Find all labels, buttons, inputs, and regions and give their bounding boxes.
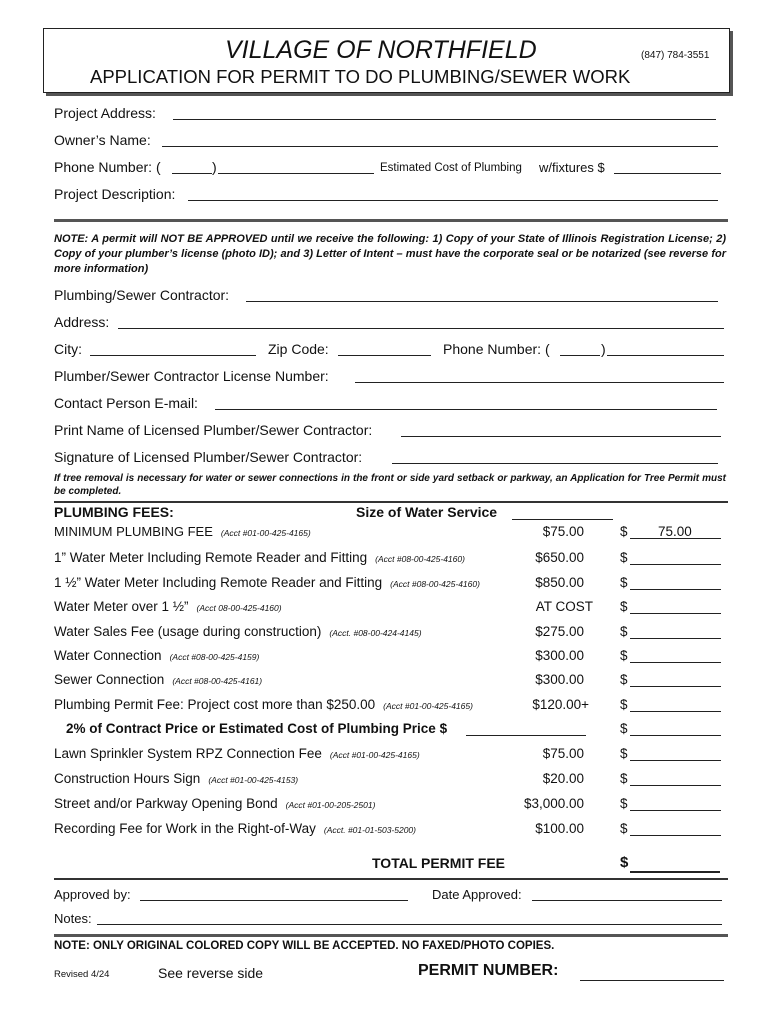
- fee-dollar-sign: $: [620, 771, 628, 786]
- section-divider: [54, 219, 728, 222]
- notes-field[interactable]: [97, 924, 722, 925]
- approval-divider: [54, 878, 728, 880]
- fee-price: $75.00: [542, 524, 584, 539]
- fee-amount-field[interactable]: [630, 626, 721, 639]
- print-name-label: Print Name of Licensed Plumber/Sewer Contractor:: [54, 422, 373, 438]
- fee-amount-field[interactable]: [630, 650, 721, 663]
- percent-fee-label: 2% of Contract Price or Estimated Cost of Plumbing Price $: [66, 721, 448, 736]
- fee-row-label: [54, 796, 375, 811]
- fee-amount-field[interactable]: [630, 552, 721, 565]
- fee-dollar-sign: $: [620, 550, 628, 565]
- contractor-phone-field[interactable]: [607, 355, 724, 356]
- license-label: Plumber/Sewer Contractor License Number:: [54, 368, 329, 384]
- zip-field[interactable]: [338, 355, 431, 356]
- fee-price: $850.00: [535, 575, 584, 590]
- signature-field[interactable]: [392, 463, 718, 464]
- fee-row-label: [54, 672, 262, 687]
- project-description-label: Project Description:: [54, 186, 176, 202]
- permit-number-label: PERMIT NUMBER:: [418, 962, 559, 979]
- fee-amount-field[interactable]: [630, 577, 721, 590]
- fee-price: $75.00: [542, 746, 584, 761]
- page-title: VILLAGE OF NORTHFIELD: [225, 36, 537, 64]
- fee-row-label: [54, 821, 416, 836]
- owner-name-field[interactable]: [162, 146, 718, 147]
- fee-price: $3,000.00: [523, 796, 584, 811]
- percent-fee-field[interactable]: [466, 735, 586, 736]
- total-dollar-sign: $: [620, 854, 629, 871]
- page-subtitle: APPLICATION FOR PERMIT TO DO PLUMBING/SEWER WORK: [90, 66, 631, 87]
- fee-account-number: (Acct #01-00-205-2501): [285, 800, 376, 810]
- fee-label-text: 1” Water Meter Including Remote Reader and Fitting: [54, 550, 368, 565]
- fee-row-label: [54, 550, 465, 565]
- fee-amount-field[interactable]: [630, 674, 721, 687]
- city-field[interactable]: [90, 355, 256, 356]
- fee-price: $650.00: [535, 550, 584, 565]
- date-approved-field[interactable]: [532, 900, 722, 901]
- fee-price: $275.00: [535, 624, 584, 639]
- fee-dollar-sign: $: [620, 672, 628, 687]
- fee-price: $120.00+: [532, 697, 589, 712]
- estimated-cost-label: Estimated Cost of Plumbing: [380, 162, 522, 174]
- fee-dollar-sign: $: [620, 524, 628, 539]
- fee-dollar-sign: $: [620, 796, 628, 811]
- owner-phone-close: ): [212, 159, 217, 175]
- contractor-label: Plumbing/Sewer Contractor:: [54, 287, 230, 303]
- fee-label-text: Plumbing Permit Fee: Project cost more than $250.00: [54, 697, 376, 712]
- estimated-cost-field[interactable]: [614, 173, 721, 174]
- percent-amount-field[interactable]: [630, 723, 721, 736]
- fee-amount-field[interactable]: [630, 601, 721, 614]
- fixtures-label: w/fixtures $: [539, 160, 605, 175]
- fee-price: $100.00: [535, 821, 584, 836]
- total-amount-field[interactable]: [630, 871, 720, 873]
- fee-row-label: [54, 771, 298, 786]
- signature-label: Signature of Licensed Plumber/Sewer Contractor:: [54, 449, 363, 465]
- fee-dollar-sign: $: [620, 648, 628, 663]
- fee-amount-value: 75.00: [658, 524, 692, 539]
- contractor-phone-close: ): [601, 341, 606, 357]
- fee-account-number: (Acct #01-00-425-4165): [383, 701, 473, 711]
- project-address-field[interactable]: [173, 119, 716, 120]
- fee-row-label: [54, 624, 422, 639]
- date-approved-label: Date Approved:: [432, 887, 522, 902]
- fee-account-number: (Acct #01-00-425-4165): [220, 528, 311, 538]
- fee-row-label: [54, 648, 259, 663]
- approved-by-label: Approved by:: [54, 887, 131, 902]
- footer-note: NOTE: ONLY ORIGINAL COLORED COPY WILL BE ACCEPTED. NO FAXED/PHOTO COPIES.: [54, 940, 555, 952]
- contractor-phone-area-field[interactable]: [560, 355, 600, 356]
- fee-account-number: (Acct #01-00-425-4165): [329, 750, 420, 760]
- fee-amount-field[interactable]: [630, 823, 721, 836]
- percent-dollar-sign: $: [620, 721, 628, 736]
- fee-dollar-sign: $: [620, 746, 628, 761]
- project-description-field[interactable]: [188, 200, 718, 201]
- fee-amount-field[interactable]: [630, 798, 721, 811]
- contractor-phone-label: Phone Number: (: [443, 341, 550, 357]
- water-service-size-field[interactable]: [512, 519, 613, 520]
- contractor-field[interactable]: [246, 301, 718, 302]
- fee-amount-field[interactable]: [630, 526, 721, 539]
- zip-label: Zip Code:: [268, 341, 329, 357]
- fee-price: $20.00: [542, 771, 584, 786]
- fee-account-number: (Acct #08-00-425-4159): [169, 652, 260, 662]
- fee-account-number: (Acct 08-00-425-4160): [196, 603, 282, 613]
- fee-amount-field[interactable]: [630, 773, 721, 786]
- see-reverse-side: See reverse side: [158, 965, 264, 981]
- fee-price: AT COST: [535, 599, 593, 614]
- approved-by-field[interactable]: [140, 900, 408, 901]
- fee-label-text: Recording Fee for Work in the Right-of-Way: [54, 821, 316, 836]
- footer-divider: [54, 934, 728, 937]
- fee-label-text: Sewer Connection: [54, 672, 165, 687]
- fee-row-label: [54, 575, 480, 590]
- required-documents-note: NOTE: A permit will NOT BE APPROVED until we receive the following: 1) Copy of your State of Illinois Registration License; 2) Copy of your plumber’s license (photo ID); and 3) Letter of Intent – must have the corporate seal or be notarized (see reverse for more information): [54, 233, 726, 275]
- notes-label: Notes:: [54, 911, 92, 926]
- fee-label-text: Street and/or Parkway Opening Bond: [54, 796, 278, 811]
- city-label: City:: [54, 341, 82, 357]
- contractor-address-field[interactable]: [118, 328, 724, 329]
- village-phone: (847) 784-3551: [641, 50, 710, 61]
- contractor-address-label: Address:: [54, 314, 110, 330]
- fee-dollar-sign: $: [620, 697, 628, 712]
- fee-account-number: (Acct #08-00-425-4161): [172, 676, 263, 686]
- fee-row-label: [54, 746, 420, 761]
- license-field[interactable]: [355, 382, 724, 383]
- fee-account-number: (Acct. #01-01-503-5200): [323, 825, 416, 835]
- fee-dollar-sign: $: [620, 821, 628, 836]
- print-name-field[interactable]: [401, 436, 721, 437]
- fees-heading: PLUMBING FEES:: [54, 504, 174, 520]
- permit-number-field[interactable]: [580, 980, 724, 981]
- fee-price: $300.00: [535, 672, 584, 687]
- fee-row-label: [54, 599, 282, 614]
- fee-account-number: (Acct #08-00-425-4160): [375, 554, 465, 564]
- total-label: TOTAL PERMIT FEE: [372, 855, 506, 871]
- owner-phone-label: Phone Number: (: [54, 159, 161, 175]
- fee-dollar-sign: $: [620, 575, 628, 590]
- tree-permit-note: If tree removal is necessary for water or sewer connections in the front or side yard setback or parkway, an Application for Tree Permit must be completed.: [54, 473, 726, 497]
- fee-row-label: [54, 524, 311, 539]
- email-field[interactable]: [215, 409, 717, 410]
- fees-divider: [54, 501, 728, 503]
- fee-label-text: MINIMUM PLUMBING FEE: [54, 524, 213, 539]
- fee-label-text: Water Connection: [54, 648, 162, 663]
- fee-label-text: Construction Hours Sign: [54, 771, 201, 786]
- fee-label-text: Water Sales Fee (usage during construction): [54, 624, 322, 639]
- fee-price: $300.00: [535, 648, 584, 663]
- fee-account-number: (Acct #01-00-425-4153): [208, 775, 299, 785]
- owner-phone-area-field[interactable]: [172, 173, 212, 174]
- owner-name-label: Owner’s Name:: [54, 132, 151, 148]
- fee-amount-field[interactable]: [630, 699, 721, 712]
- fee-label-text: 1 ½” Water Meter Including Remote Reader and Fitting: [54, 575, 383, 590]
- project-address-label: Project Address:: [54, 105, 156, 121]
- fee-account-number: (Acct. #08-00-424-4145): [329, 628, 422, 638]
- fee-dollar-sign: $: [620, 599, 628, 614]
- revised-date: Revised 4/24: [54, 969, 110, 980]
- fee-row-label: [54, 697, 473, 712]
- fee-dollar-sign: $: [620, 624, 628, 639]
- water-service-size-label: Size of Water Service: [356, 504, 498, 520]
- owner-phone-field[interactable]: [218, 173, 374, 174]
- fee-amount-field[interactable]: [630, 748, 721, 761]
- email-label: Contact Person E-mail:: [54, 395, 198, 411]
- fee-account-number: (Acct #08-00-425-4160): [390, 579, 480, 589]
- fee-label-text: Lawn Sprinkler System RPZ Connection Fee: [54, 746, 322, 761]
- fee-label-text: Water Meter over 1 ½”: [54, 599, 189, 614]
